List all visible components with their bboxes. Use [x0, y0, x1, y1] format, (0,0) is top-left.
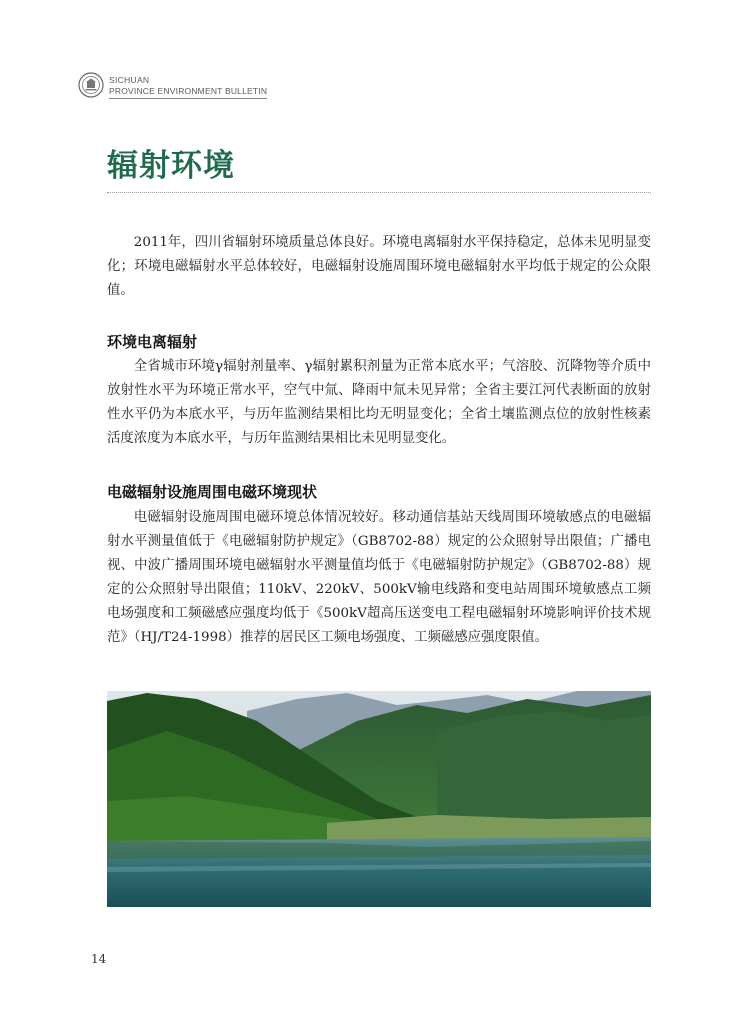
brand-line-2: PROVINCE ENVIRONMENT BULLETIN — [109, 86, 267, 99]
mountain-lake-photo — [107, 691, 651, 907]
emblem-seal-icon — [78, 72, 104, 98]
brand-text — [109, 75, 267, 99]
brand-line-1: SICHUAN — [109, 75, 150, 85]
section-body-electromagnetic: 电磁辐射设施周围电磁环境总体情况较好。移动通信基站天线周围环境敏感点的电磁辐射水平测量值低于《电磁辐射防护规定》（GB8702-88）规定的公众照射导出限值；广播电视、中波广播周围环境电磁辐射水平测量值均低于《电磁辐射防护规定》（GB8702-88）规定的公众照射导出限值；110kV、220kV、500kV输电线路和变电站周围环境敏感点工频电场强度和工频磁感应强度均低于《500kV超高压送变电工程电磁辐射环境影响评价技术规范》（HJ/T24-1998）推荐的居民区工频电场强度、工频磁感应强度限值。 — [107, 510, 651, 645]
intro-paragraph: 2011年，四川省辐射环境质量总体良好。环境电离辐射水平保持稳定，总体未见明显变化；环境电磁辐射水平总体较好，电磁辐射设施周围环境电磁辐射水平均低于规定的公众限值。 — [107, 235, 651, 298]
section-heading-electromagnetic: 电磁辐射设施周围电磁环境现状 — [107, 483, 318, 501]
section-heading-ionizing: 环境电离辐射 — [107, 333, 198, 351]
page-title: 辐射环境 — [107, 148, 235, 184]
section-body-ionizing: 全省城市环境γ辐射剂量率、γ辐射累积剂量为正常本底水平；气溶胶、沉降物等介质中放射性水平为环境正常水平，空气中氚、降雨中氚未见异常；全省主要江河代表断面的放射性水平仍为本底水平，与历年监测结果相比均无明显变化；全省土壤监测点位的放射性核素活度浓度为本底水平，与历年监测结果相比未见明显变化。 — [107, 359, 651, 446]
page-number: 14 — [91, 952, 107, 966]
bulletin-header — [78, 72, 278, 102]
photo-illustration — [107, 691, 651, 907]
title-divider — [107, 192, 651, 193]
